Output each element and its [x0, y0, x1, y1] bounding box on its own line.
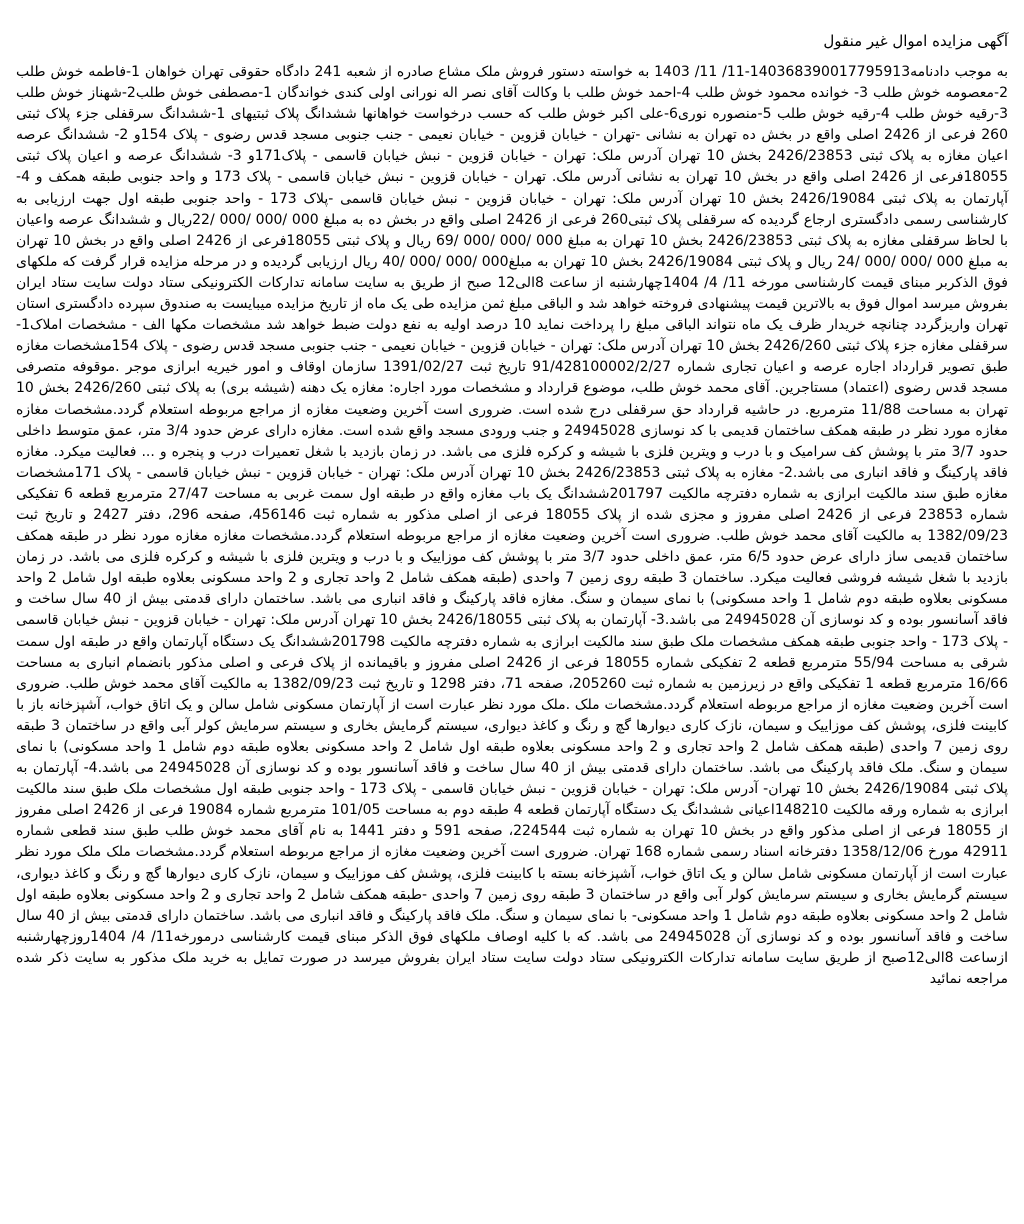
- notice-body: به موجب دادنامه140368390017795913-11/ 11/ 1403 به خواسته دستور فروش ملک مشاع صادره از شعبه 241 دادگاه حقوقی تهران خواهان 1-فاطمه خوش طلب 2-معصومه خوش طلب 3- خوانده محمود خوش طلب 4-احمد خوش طلب با وکالت آقای نصر اله نورانی اولی کندی خواندگان 1-مصطفی خوش طلب2-شهناز خوش طلب 3-رقیه خوش طلب 4-رقیه خوش طلب 5-منصوره نوری6-علی اکبر خوش طلب که حسب درخواست خواهانها ششدانگ پلاک ثبتیهای 1-ششدانگ سرقفلی جزء پلاک ثبتی 260 فرعی از 2426 اصلی واقع در بخش ده تهران به نشانی -تهران - خیابان قزوین - خیابان نعیمی - جنب جنوبی مسجد قدس رضوی - پلاک 154و 2- ششدانگ عرصه اعیان مغازه به پلاک ثبتی 2426/23853 بخش 10 تهران آدرس ملک: تهران - خیابان قزوین - نبش خیابان قاسمی - پلاک171و 3- ششدانگ عرصه و اعیان پلاک ثبتی 18055فرعی از 2426 اصلی واقع در بخش 10 تهران به نشانی آدرس ملک. تهران - خیابان قزوین - نبش خیابان قاسمی - پلاک 173 و واحد جنوبی طبقه همکف و 4- آپارتمان به پلاک ثبتی 2426/19084 بخش 10 تهران آدرس ملک: تهران - خیابان قزوین - نبش خیابان قاسمی -پلاک 173 - واحد جنوبی طبقه اول جهت ارزیابی به کارشناسی رسمی دادگستری ارجاع گردیده که سرقفلی پلاک ثبتی260 فرعی از 2426 اصلی واقع در بخش ده به مبلغ 000 /000 /000 /22ریال و ششدانگ عرصه واعیان با لحاظ سرقفلی مغازه به پلاک ثبتی 2426/23853 بخش 10 تهران به مبلغ 000 /000 /000 /69 ریال و پلاک ثبتی 18055فرعی از 2426 اصلی واقع در بخش 10 تهران به مبلغ 000 /000 /000 /24 ریال و پلاک ثبتی 2426/19084 بخش 10 تهران به مبلغ000 /000 /000 /40 ریال ارزیابی گردیده و در مرحله مزایده قرار گرفت که ملکهای فوق الذکربر مبنای قیمت کارشناسی مورخه 11/ 4/ 1404چهارشنبه از ساعت 8الی12 صبح از طریق به سایت سامانه تدارکات الکترونیکی ستاد دولت سایت ستاد ایران بفروش میرسد اموال فوق به بالاترین قیمت پیشنهادی فروخته خواهد شد و الباقی مبلغ ثمن مزایده طی یک ماه از تاریخ مزایده میبایست به صندوق سپرده دادگستری استان تهران واریزگردد چنانچه خریدار ظرف یک ماه نتواند الباقی مبلغ را پرداخت نماید 10 درصد اولیه به نفع دولت ضبط خواهد شد مشخصات مکها الف - مشخصات املاک1- سرقفلی مغازه جزء پلاک ثبتی 2426/260 بخش 10 تهران آدرس ملک: تهران - خیابان قزوین - خیابان نعیمی - جنب جنوبی مسجد قدس رضوی - پلاک 154مشخصات مغازه طبق تصویر قرارداد اجاره عرصه و اعیان تجاری شماره 91/428100002/2/27 تاریخ ثبت 1391/02/27 سازمان اوقاف و امور خیریه ابرازی موجر .موقوفه متصرفی مسجد قدس رضوی (اعتماد) مستاجرین. آقای محمد خوش طلب، موضوع قرارداد و مشخصات مورد اجاره: مغازه یک دهنه (شیشه بری) به پلاک ثبتی 2426/260 بخش 10 تهران به مساحت 11/88 مترمربع. در حاشیه قرارداد حق سرقفلی درج شده است. ضروری است آخرین وضعیت مغازه از مراجع مربوطه استعلام گردد.مشخصات مغازه مغازه مورد نظر در طبقه همکف ساختمان قدیمی با کد نوسازی 24945028 و جنب ورودی مسجد واقع شده است. مغازه دارای عرض حدود 3/4 متر، عمق متوسط داخلی حدود 3/7 متر با پوشش کف سرامیک و با درب و ویترین فلزی با شیشه و کرکره فلزی می باشد. در زمان بازدید با شغل تعمیرات درب و پنجره و ... فعالیت میکرد. مغازه فاقد پارکینگ و فاقد انباری می باشد.2- مغازه به پلاک ثبتی 2426/23853 بخش 10 تهران آدرس ملک: تهران - خیابان قزوین - نبش خیابان قاسمی - پلاک 171مشخصات مغازه طبق سند مالکیت ابرازی به شماره دفترچه مالکیت 201797ششدانگ یک باب مغازه واقع در طبقه اول سمت غربی به مساحت 27/47 مترمربع قطعه 6 تفکیکی شماره 23853 فرعی از 2426 اصلی مفروز و مجزی شده از پلاک 18055 فرعی از اصلی مذکور به شماره ثبت 456146، صفحه 296، دفتر 2427 و تاریخ ثبت 1382/09/23 به مالکیت آقای محمد خوش طلب. ضروری است آخرین وضعیت مغازه از مراجع مربوطه استعلام گردد.مشخصات مغازه مغازه مورد نظر در طبقه همکف ساختمان قدیمی ساز دارای عرض حدود 6/5 متر، عمق داخلی حدود 3/7 متر با پوشش کف موزاییک و با درب و ویترین فلزی با شیشه و کرکره فلزی می باشد. در زمان بازدید با شغل شیشه فروشی فعالیت میکرد. ساختمان 3 طبقه روی زمین 7 واحدی (طبقه همکف شامل 2 واحد تجاری و 2 واحد مسکونی بعلاوه طبقه اول شامل 2 واحد مسکونی بعلاوه طبقه دوم شامل 1 واحد مسکونی) با نمای سیمان و سنگ. مغازه فاقد پارکینگ و فاقد انباری می باشد. ساختمان دارای قدمتی بیش از 40 سال ساخت و فاقد آسانسور بوده و کد نوسازی آن 24945028 می باشد.3- آپارتمان به پلاک ثبتی 2426/18055 بخش 10 تهران آدرس ملک: تهران - خیابان قزوین - نبش خیابان قاسمی - پلاک 173 - واحد جنوبی طبقه همکف مشخصات ملک طبق سند مالکیت ابرازی به شماره دفترچه مالکیت 201798ششدانگ یک دستگاه آپارتمان واقع در طبقه اول سمت شرقی به مساحت 55/94 مترمربع قطعه 2 تفکیکی شماره 18055 فرعی از 2426 اصلی مفروز و باقیمانده از پلاک فرعی و اصلی مذکور بانضمام انباری به مساحت 16/66 مترمربع قطعه 1 تفکیکی واقع در زیرزمین به شماره ثبت 205260، صفحه 71، دفتر 1298 و تاریخ ثبت 1382/09/23 به مالکیت آقای محمد خوش طلب. ضروری است آخرین وضعیت مغازه از مراجع مربوطه استعلام گردد.مشخصات ملک .ملک مورد نظر عبارت است از آپارتمان مسکونی شامل سالن و یک اتاق خواب، آشپزخانه باز با کابینت فلزی، پوشش کف موزاییک و سیمان، نازک کاری دیوارها گچ و رنگ و کاغذ دیواری، سیستم گرمایش بخاری و سیستم سرمایش کولر آبی واقع در ساختمان 3 طبقه روی زمین 7 واحدی (طبقه همکف شامل 2 واحد تجاری و 2 واحد مسکونی بعلاوه طبقه اول شامل 2 واحد مسکونی بعلاوه طبقه دوم شامل 1 واحد مسکونی) با نمای سیمان و سنگ. ملک فاقد پارکینگ می باشد. ساختمان دارای قدمتی بیش از 40 سال ساخت و فاقد آسانسور بوده و کد نوسازی آن 24945028 می باشد.4- آپارتمان به پلاک ثبتی 2426/19084 بخش 10 تهران- آدرس ملک: تهران - خیابان قزوین - نبش خیابان قاسمی - پلاک 173 - واحد جنوبی طبقه اول مشخصات ملک طبق سند مالکیت ابرازی به شماره ورقه مالکیت 148210اعیانی ششدانگ یک دستگاه آپارتمان قطعه 4 طبقه دوم به مساحت 101/05 مترمربع شماره 19084 فرعی از 2426 اصلی مفروز از 18055 فرعی از اصلی مذکور واقع در بخش 10 تهران به شماره ثبت 224544، صفحه 591 و دفتر 1441 به نام آقای محمد خوش طلب طبق سند قطعی شماره 42911 مورخ 1358/12/06 دفترخانه اسناد رسمی شماره 168 تهران. ضروری است آخرین وضعیت مغازه از مراجع مربوطه استعلام گردد.مشخصات ملک ملک مورد نظر عبارت است از آپارتمان مسکونی شامل سالن و یک اتاق خواب، آشپزخانه بسته با کابینت فلزی، پوشش کف موزاییک و سیمان، نازک کاری دیوارها گچ و رنگ و کاغذ دیواری، سیستم گرمایش بخاری و سیستم سرمایش کولر آبی واقع در ساختمان 3 طبقه روی زمین 7 واحدی -طبقه همکف شامل 2 واحد تجاری و 2 واحد مسکونی بعلاوه طبقه اول شامل 2 واحد مسکونی بعلاوه طبقه دوم شامل 1 واحد مسکونی- با نمای سیمان و سنگ. ملک فاقد پارکینگ و فاقد انباری می باشد. ساختمان دارای قدمتی بیش از 40 سال ساخت و فاقد آسانسور بوده و کد نوسازی آن 24945028 می باشد. که با کلیه اوصاف ملکهای فوق الذکر مبنای قیمت کارشناسی درمورخه11/ 4/ 1404روزچهارشنبه ازساعت 8الی12صبح از طریق سایت سامانه تدارکات الکترونیکی ستاد دولت سایت ستاد ایران بفروش میرسد در صورت تمایل به خرید ملک مذکور به سایت ذکر شده مراجعه نمائید: [16, 64, 1009, 988]
- auction-notice: [16, 30, 1008, 990]
- notice-title: آگهی مزایده اموال غیر منقول: [823, 32, 1008, 50]
